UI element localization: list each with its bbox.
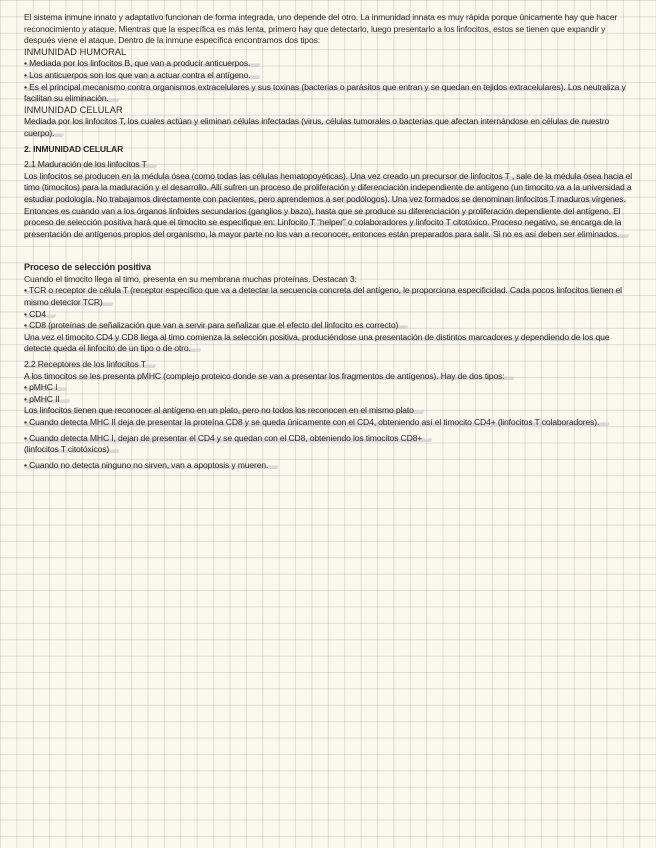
humoral-bullet: • Es el principal mecanismo contra organismos extracelulares y sus toxinas (bacterias o parásitos que entran y se quedan en tejidos extracelulares). Los neutraliza y facilitan su eliminación.	[24, 81, 626, 104]
humoral-heading: INMUNIDAD HUMORAL	[24, 46, 127, 57]
subsection-2-2-heading: 2.2 Receptores de los linfocitos T	[24, 359, 636, 371]
receptores-bullet-continuation: (linfocitos T citotóxicos)	[24, 444, 636, 456]
seleccion-bullet: • CD4	[24, 309, 636, 321]
celular-paragraph: Mediada por los linfocitos T, los cuales actúan y eliminan células infectadas (virus, células tumorales o bacterias que afectan internándose en células de nuestro cuerpo).	[24, 116, 610, 138]
humoral-bullet: • Mediada por los linfocitos B, que van a producir anticuerpos.	[24, 58, 636, 70]
maduracion-paragraph: Los linfocitos se producen en la médula ósea (como todas las células hematopoyéticas). Una vez creado un precursor de linfocitos T , sale de la médula ósea hacia el timo (timocitos) para la maduración y el desarrollo. Allí sufren un proceso de proliferación y diferenciación independiente de antígeno (un timocito va a la universidad a estudiar podología. No trabajamos directamente con pacientes, pero aprendemos a ser podólogos). Una vez formados se denominan linfocitos T maduros vírgenes. Entonces es cuando van a los órganos linfoides secundarios (ganglios y bazo), hasta que se produce su diferenciación y proliferación dependiente del antígeno. El proceso de selección positiva hará que el timocito se especifique en: Linfocito T “helper” o colaboradores y linfocito T citotóxico. Proceso negativo, se encarga de la presentación de antígenos propios del organismo, la mayor parte no los van a reconocer, entonces están preparados para salir. Si no es así deben ser eliminados.	[24, 170, 633, 239]
seleccion-bullet: • TCR o receptor de célula T (receptor específico que va a detectar la secuencia concreta del antígeno, le proporciona especificidad. Cada pocos linfocitos tienen el mismo detector TCR)	[24, 285, 622, 308]
receptores-bullet: • Cuando no detecta ninguno no sirven, van a apoptosis y mueren.	[24, 460, 636, 472]
seleccion-intro: Cuando el timocito llega al timo, presenta en su membrana muchas proteínas. Destacan 3:	[24, 273, 357, 284]
humoral-bullet: • Los anticuerpos son los que van a actuar contra el antígeno.	[24, 70, 636, 82]
notes-page	[24, 12, 636, 471]
seleccion-bullet: • CD8 (proteínas de señalización que van a servir para señalizar que el efecto del linfocito es correcto)	[24, 320, 636, 332]
section-2-heading: 2. INMUNIDAD CELULAR	[24, 143, 124, 154]
pmhc-type: • pMHC I	[24, 382, 636, 394]
seleccion-positiva-heading: Proceso de selección positiva	[24, 262, 151, 273]
receptores-paragraph: Los linfocitos tienen que reconocer al antígeno en un plato, pero no todos los reconocen en el mismo plato	[24, 405, 636, 417]
intro-paragraph: El sistema inmune innato y adaptativo funcionan de forma integrada, uno depende del otro. La inmunidad innata es muy rápida porque únicamente hay que hacer reconocimiento y ataque. Mientras que la específica es más lenta, primero hay que detectarlo, luego presentarlo a los linfocitos, estos se tienen que expandir y después viene el ataque. Dentro de la inmune específica encontramos dos tipos:	[24, 12, 618, 46]
pmhc-type: • pMHC II	[24, 394, 636, 406]
celular-heading: INMUNIDAD CELULAR	[24, 104, 123, 115]
receptores-intro: A los timocitos se les presenta pMHC (complejo proteico donde se van a presentar los fragmentos de antígenos). Hay de dos tipos:	[24, 371, 636, 383]
subsection-2-1-heading: 2.1 Maduración de los linfocitos T	[24, 159, 636, 171]
receptores-bullet: • Cuando detecta MHC II deja de presentar la proteína CD8 y se queda únicamente con el CD4, obteniendo así el timocito CD4+ (linfocitos T colaboradores).	[24, 417, 636, 429]
seleccion-paragraph: Una vez el timocito CD4 y CD8 llega al timo comienza la selección positiva, produciéndose una presentación de distintos marcadores y dependiendo de los que detecte queda el linfocito de un tipo o de otro.	[24, 331, 610, 354]
receptores-bullet: • Cuando detecta MHC I, dejan de presentar el CD4 y se quedan con el CD8, obteniendo los timocitos CD8+	[24, 433, 636, 445]
